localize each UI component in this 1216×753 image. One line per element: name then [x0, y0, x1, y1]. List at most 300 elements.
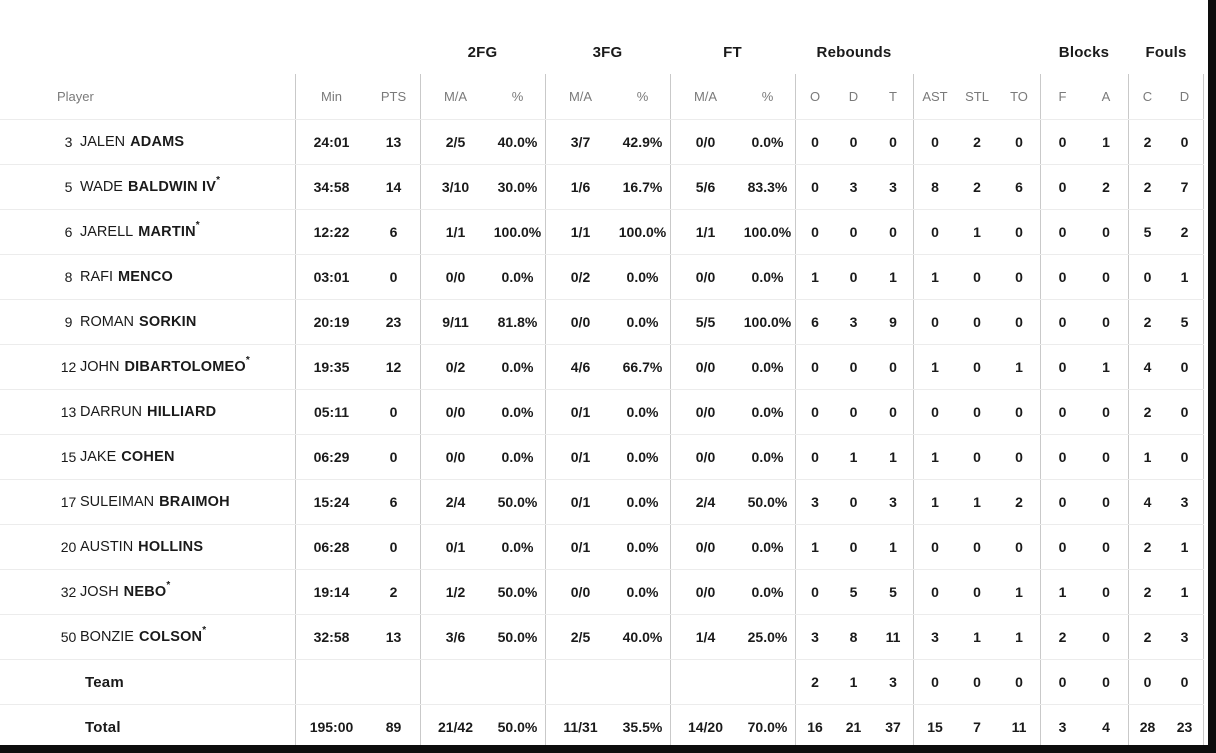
column-header-2fg-pct: % [511, 89, 524, 104]
stat-min: 15:24 [295, 480, 367, 524]
stat-ft-pct: 0.0% [751, 269, 784, 285]
stat-2fg-ma: 0/0 [420, 390, 490, 434]
player-cell [0, 615, 295, 659]
stat-foul-d: 0 [1166, 390, 1204, 434]
starter-asterisk: * [216, 175, 221, 186]
stat-2fg-ma: 9/11 [420, 300, 490, 344]
stat-foul-c: 2 [1128, 120, 1166, 164]
stat-stl: 2 [973, 179, 981, 195]
stat-foul-c: 4 [1128, 345, 1166, 389]
table-row [0, 209, 1204, 254]
stat-3fg-pct: 0.0% [626, 539, 659, 555]
stat-ft-pct: 50.0% [747, 494, 788, 510]
stat-3fg-ma: 0/1 [545, 435, 615, 479]
stat-2fg-ma: 0/0 [420, 255, 490, 299]
stat-ft-ma [670, 660, 740, 704]
stat-reb-t: 5 [889, 584, 897, 600]
stat-3fg-ma: 0/1 [545, 390, 615, 434]
player-cell [0, 255, 295, 299]
stat-foul-d: 0 [1166, 435, 1204, 479]
table-row [0, 524, 1204, 569]
player-number: 20 [60, 539, 77, 555]
stat-foul-c: 0 [1128, 255, 1166, 299]
stat-min: 06:29 [295, 435, 367, 479]
stat-3fg-ma: 0/1 [545, 525, 615, 569]
stat-ft-pct: 0.0% [751, 359, 784, 375]
stat-ft-ma: 0/0 [670, 435, 740, 479]
player-number: 50 [60, 629, 77, 645]
player-number: 15 [60, 449, 77, 465]
stat-ft-ma: 0/0 [670, 525, 740, 569]
stat-to: 0 [1015, 404, 1023, 420]
stat-to: 0 [1015, 134, 1023, 150]
stat-pts: 0 [389, 539, 398, 555]
table-row [0, 254, 1204, 299]
player-cell [0, 345, 295, 389]
stat-pts: 6 [389, 494, 398, 510]
stat-ast: 1 [913, 255, 956, 299]
stat-2fg-ma: 2/4 [420, 480, 490, 524]
stat-2fg-ma: 0/2 [420, 345, 490, 389]
stat-2fg-ma: 2/5 [420, 120, 490, 164]
stat-min: 03:01 [295, 255, 367, 299]
stat-reb-o: 0 [795, 345, 834, 389]
stat-reb-d: 0 [849, 359, 858, 375]
player-number: 17 [60, 494, 77, 510]
column-header-stl: STL [965, 89, 989, 104]
stat-stl: 7 [973, 719, 981, 735]
stat-2fg-pct [490, 660, 545, 704]
column-header-to: TO [1010, 89, 1028, 104]
starter-asterisk: * [245, 355, 250, 366]
stat-ast: 1 [913, 435, 956, 479]
stat-block-f: 0 [1040, 345, 1084, 389]
stat-3fg-ma: 3/7 [545, 120, 615, 164]
stat-reb-o: 0 [795, 570, 834, 614]
stat-block-f: 0 [1040, 480, 1084, 524]
stat-2fg-pct: 40.0% [497, 134, 538, 150]
stat-3fg-pct: 0.0% [626, 449, 659, 465]
page-frame-right [1208, 0, 1216, 753]
stat-block-a: 1 [1102, 134, 1110, 150]
stat-ast: 0 [913, 525, 956, 569]
page-frame-bottom [0, 745, 1216, 753]
table-row [0, 389, 1204, 434]
stat-reb-t: 1 [889, 539, 897, 555]
stat-to: 1 [1015, 584, 1023, 600]
player-first-name: RAFI [80, 269, 114, 285]
column-header-2fg-ma: M/A [420, 74, 490, 119]
stat-ft-ma: 0/0 [670, 390, 740, 434]
player-cell [0, 570, 295, 614]
stat-3fg-pct: 66.7% [622, 359, 663, 375]
stat-reb-d: 0 [849, 539, 858, 555]
stat-reb-d: 0 [849, 269, 858, 285]
stat-reb-o: 0 [795, 165, 834, 209]
stat-ast: 0 [913, 120, 956, 164]
stat-pts: 6 [389, 224, 398, 240]
stat-stl: 1 [973, 629, 981, 645]
stat-to: 11 [1011, 719, 1027, 735]
starter-asterisk: * [195, 220, 200, 231]
group-header-blocks: Blocks [1058, 43, 1110, 61]
player-first-name: JAKE [80, 449, 117, 465]
stat-reb-d: 0 [849, 494, 858, 510]
stat-stl: 0 [973, 539, 981, 555]
player-last-name: MENCO [118, 269, 174, 285]
stat-3fg-pct: 0.0% [626, 584, 659, 600]
player-last-name: Team [85, 673, 124, 691]
stat-reb-t: 3 [889, 674, 897, 690]
stat-to: 0 [1015, 449, 1023, 465]
stat-3fg-pct: 40.0% [622, 629, 663, 645]
player-number: 3 [64, 134, 73, 150]
group-header-fouls: Fouls [1145, 43, 1187, 61]
stat-min: 19:35 [295, 345, 367, 389]
player-first-name: DARRUN [80, 404, 143, 420]
stat-ast: 1 [913, 345, 956, 389]
stat-ft-pct: 0.0% [751, 539, 784, 555]
stat-to: 0 [1015, 674, 1023, 690]
stat-block-f: 0 [1040, 660, 1084, 704]
stat-block-a: 0 [1102, 674, 1110, 690]
stat-block-f: 0 [1040, 210, 1084, 254]
stat-min: 19:14 [295, 570, 367, 614]
table-row [0, 119, 1204, 164]
boxscore-table [0, 30, 1204, 749]
stat-ft-pct: 100.0% [743, 224, 792, 240]
stat-reb-d: 8 [849, 629, 858, 645]
stat-to: 6 [1015, 179, 1023, 195]
stat-ast: 0 [913, 660, 956, 704]
stat-foul-c: 2 [1128, 615, 1166, 659]
stat-2fg-pct: 50.0% [497, 584, 538, 600]
player-cell [0, 165, 295, 209]
player-cell [0, 660, 295, 704]
stat-min: 05:11 [295, 390, 367, 434]
stat-block-a: 0 [1102, 629, 1110, 645]
stat-block-a: 0 [1102, 314, 1110, 330]
stat-block-a: 1 [1102, 359, 1110, 375]
stat-foul-d: 2 [1166, 210, 1204, 254]
stat-ft-ma: 1/1 [670, 210, 740, 254]
stat-to: 1 [1015, 629, 1023, 645]
player-number: 12 [60, 359, 77, 375]
stat-block-f: 0 [1040, 255, 1084, 299]
stat-min [295, 660, 367, 704]
player-last-name: COLSON [138, 629, 203, 645]
table-row [0, 299, 1204, 344]
stat-foul-d: 23 [1166, 705, 1204, 749]
stat-block-a: 0 [1102, 539, 1110, 555]
stat-foul-c: 1 [1128, 435, 1166, 479]
column-header-foul-c: C [1128, 74, 1166, 119]
stat-3fg-pct [615, 660, 670, 704]
stat-foul-c: 2 [1128, 525, 1166, 569]
table-row [0, 434, 1204, 479]
stat-foul-c: 2 [1128, 165, 1166, 209]
stat-to: 0 [1015, 539, 1023, 555]
stat-foul-d: 3 [1166, 615, 1204, 659]
stat-2fg-pct: 50.0% [497, 494, 538, 510]
player-cell [0, 705, 295, 749]
column-header-reb-d: D [848, 89, 859, 104]
stat-min: 12:22 [295, 210, 367, 254]
stat-foul-d: 1 [1166, 525, 1204, 569]
player-cell [0, 435, 295, 479]
table-row [0, 704, 1204, 749]
player-cell [0, 480, 295, 524]
table-row [0, 614, 1204, 659]
stat-to: 0 [1015, 314, 1023, 330]
stat-reb-t: 1 [889, 449, 897, 465]
stat-2fg-pct: 81.8% [497, 314, 538, 330]
stat-foul-c: 5 [1128, 210, 1166, 254]
player-last-name: HOLLINS [138, 539, 204, 555]
stat-pts: 0 [389, 404, 398, 420]
stat-reb-d: 0 [849, 224, 858, 240]
stat-3fg-pct: 100.0% [618, 224, 667, 240]
stat-ft-ma: 5/5 [670, 300, 740, 344]
stat-ft-ma: 0/0 [670, 255, 740, 299]
stat-pts: 23 [385, 314, 402, 330]
player-first-name: JALEN [80, 134, 126, 150]
stat-reb-o: 1 [795, 255, 834, 299]
stat-foul-d: 1 [1166, 255, 1204, 299]
player-last-name: NEBO [123, 584, 167, 600]
stat-2fg-pct: 0.0% [501, 359, 534, 375]
stat-reb-t: 1 [889, 269, 897, 285]
stat-foul-c: 2 [1128, 300, 1166, 344]
stat-foul-d: 0 [1166, 120, 1204, 164]
column-header-row [0, 74, 1204, 119]
stat-ast: 1 [913, 480, 956, 524]
stat-pts: 89 [385, 719, 402, 735]
stat-reb-t: 3 [889, 179, 897, 195]
group-header-2fg: 2FG [467, 43, 498, 61]
stat-2fg-ma: 21/42 [420, 705, 490, 749]
stat-reb-d: 5 [849, 584, 858, 600]
stat-foul-d: 0 [1166, 660, 1204, 704]
player-last-name: DIBARTOLOMEO [124, 359, 246, 375]
stat-reb-t: 0 [889, 224, 897, 240]
stat-stl: 0 [973, 359, 981, 375]
player-number: 8 [64, 269, 73, 285]
stat-block-f: 0 [1040, 165, 1084, 209]
player-first-name: BONZIE [80, 629, 134, 645]
stat-ast: 8 [913, 165, 956, 209]
table-body [0, 119, 1204, 749]
stat-stl: 1 [973, 494, 981, 510]
stat-2fg-ma: 0/0 [420, 435, 490, 479]
player-first-name: SULEIMAN [80, 494, 155, 510]
stat-ft-ma: 2/4 [670, 480, 740, 524]
stat-3fg-ma: 0/1 [545, 480, 615, 524]
stat-reb-o: 0 [795, 120, 834, 164]
stat-reb-o: 16 [795, 705, 834, 749]
stat-pts: 0 [389, 449, 398, 465]
stat-2fg-ma: 0/1 [420, 525, 490, 569]
stat-ft-ma: 1/4 [670, 615, 740, 659]
stat-block-a: 0 [1102, 494, 1110, 510]
stat-reb-d: 1 [849, 449, 858, 465]
stat-pts: 13 [385, 629, 402, 645]
stat-reb-d: 0 [849, 134, 858, 150]
player-number: 13 [60, 404, 77, 420]
stat-foul-c: 2 [1128, 570, 1166, 614]
stat-reb-d: 3 [849, 179, 858, 195]
player-last-name: MARTIN [138, 224, 196, 240]
stat-3fg-ma: 0/0 [545, 300, 615, 344]
stat-pts: 0 [389, 269, 398, 285]
stat-2fg-ma: 3/6 [420, 615, 490, 659]
column-header-reb-o: O [795, 74, 834, 119]
stat-2fg-pct: 0.0% [501, 404, 534, 420]
stat-3fg-ma: 0/0 [545, 570, 615, 614]
player-first-name: WADE [80, 179, 123, 195]
player-last-name: SORKIN [138, 314, 197, 330]
stat-pts: 13 [385, 134, 402, 150]
stat-foul-d: 3 [1166, 480, 1204, 524]
stat-min: 24:01 [295, 120, 367, 164]
column-header-block-a: A [1101, 89, 1111, 104]
stat-3fg-ma: 1/6 [545, 165, 615, 209]
stat-2fg-ma: 3/10 [420, 165, 490, 209]
stat-pts: 12 [385, 359, 402, 375]
stat-foul-c: 0 [1128, 660, 1166, 704]
stat-3fg-ma: 4/6 [545, 345, 615, 389]
player-first-name: JOHN [80, 359, 120, 375]
stat-ft-pct: 70.0% [747, 719, 788, 735]
stat-min: 32:58 [295, 615, 367, 659]
column-header-pts: PTS [380, 89, 407, 104]
stat-ast: 0 [913, 570, 956, 614]
stat-3fg-pct: 0.0% [626, 314, 659, 330]
stat-block-a: 0 [1102, 584, 1110, 600]
stat-stl: 0 [973, 314, 981, 330]
stat-block-a: 4 [1102, 719, 1110, 735]
stat-to: 1 [1015, 359, 1023, 375]
stat-block-f: 0 [1040, 300, 1084, 344]
stat-ft-pct: 0.0% [751, 134, 784, 150]
stat-3fg-ma: 11/31 [545, 705, 615, 749]
column-header-3fg-ma: M/A [545, 74, 615, 119]
stat-to: 2 [1015, 494, 1023, 510]
stat-reb-o: 0 [795, 390, 834, 434]
stat-2fg-pct: 100.0% [493, 224, 542, 240]
stat-block-f: 0 [1040, 390, 1084, 434]
stat-ast: 0 [913, 210, 956, 254]
starter-asterisk: * [202, 625, 207, 636]
stat-ft-pct: 100.0% [743, 314, 792, 330]
column-header-player: Player [57, 89, 94, 104]
stat-reb-d: 1 [849, 674, 858, 690]
player-last-name: BRAIMOH [159, 494, 230, 510]
stat-min: 195:00 [295, 705, 367, 749]
stat-foul-d: 1 [1166, 570, 1204, 614]
stat-group-header-row [0, 30, 1204, 74]
stat-ft-pct: 25.0% [747, 629, 788, 645]
stat-reb-t: 37 [885, 719, 901, 735]
stat-3fg-pct: 16.7% [622, 179, 663, 195]
stat-block-a: 0 [1102, 404, 1110, 420]
column-header-ft-ma: M/A [670, 74, 740, 119]
table-row [0, 479, 1204, 524]
stat-stl: 0 [973, 449, 981, 465]
stat-reb-o: 3 [795, 480, 834, 524]
player-last-name: ADAMS [130, 134, 185, 150]
stat-foul-d: 5 [1166, 300, 1204, 344]
player-cell [0, 390, 295, 434]
stat-ft-pct: 0.0% [751, 404, 784, 420]
stat-to: 0 [1015, 224, 1023, 240]
player-first-name: JOSH [80, 584, 119, 600]
stat-3fg-ma: 0/2 [545, 255, 615, 299]
stat-reb-t: 0 [889, 134, 897, 150]
column-header-min: Min [295, 74, 367, 119]
stat-reb-o: 3 [795, 615, 834, 659]
stat-ft-ma: 5/6 [670, 165, 740, 209]
column-header-reb-t: T [889, 89, 897, 104]
stat-reb-o: 1 [795, 525, 834, 569]
stat-ft-pct: 83.3% [747, 179, 788, 195]
player-last-name: HILLIARD [147, 404, 217, 420]
stat-ast: 15 [913, 705, 956, 749]
stat-2fg-pct: 50.0% [497, 629, 538, 645]
table-row [0, 344, 1204, 389]
stat-ft-ma: 0/0 [670, 120, 740, 164]
player-first-name: JARELL [80, 224, 134, 240]
stat-3fg-ma: 1/1 [545, 210, 615, 254]
stat-2fg-pct: 0.0% [501, 449, 534, 465]
column-header-foul-d: D [1166, 74, 1204, 119]
stat-block-f: 2 [1040, 615, 1084, 659]
player-number: 5 [64, 179, 73, 195]
stat-stl: 2 [973, 134, 981, 150]
stat-ft-pct: 0.0% [751, 584, 784, 600]
stat-ft-ma: 14/20 [670, 705, 740, 749]
stat-block-a: 2 [1102, 179, 1110, 195]
stat-block-f: 3 [1040, 705, 1084, 749]
stat-pts: 2 [389, 584, 398, 600]
stat-stl: 0 [973, 269, 981, 285]
stat-2fg-pct: 0.0% [501, 269, 534, 285]
player-number: 9 [64, 314, 73, 330]
stat-ft-ma: 0/0 [670, 345, 740, 389]
player-number: 32 [60, 584, 77, 600]
stat-pts: 14 [385, 179, 402, 195]
stat-2fg-pct: 30.0% [497, 179, 538, 195]
stat-3fg-pct: 0.0% [626, 494, 659, 510]
stat-to: 0 [1015, 269, 1023, 285]
table-row [0, 164, 1204, 209]
stat-reb-d: 0 [849, 404, 858, 420]
stat-2fg-pct: 50.0% [497, 719, 538, 735]
player-cell [0, 120, 295, 164]
table-row [0, 659, 1204, 704]
stat-ast: 3 [913, 615, 956, 659]
player-last-name: BALDWIN IV [127, 179, 217, 195]
stat-ft-pct [740, 660, 795, 704]
player-number: 6 [64, 224, 73, 240]
stat-foul-c: 28 [1128, 705, 1166, 749]
stat-reb-t: 0 [889, 404, 897, 420]
stat-foul-c: 4 [1128, 480, 1166, 524]
column-header-ast: AST [913, 74, 956, 119]
stat-reb-t: 9 [889, 314, 897, 330]
player-cell [0, 210, 295, 254]
player-last-name: COHEN [121, 449, 175, 465]
